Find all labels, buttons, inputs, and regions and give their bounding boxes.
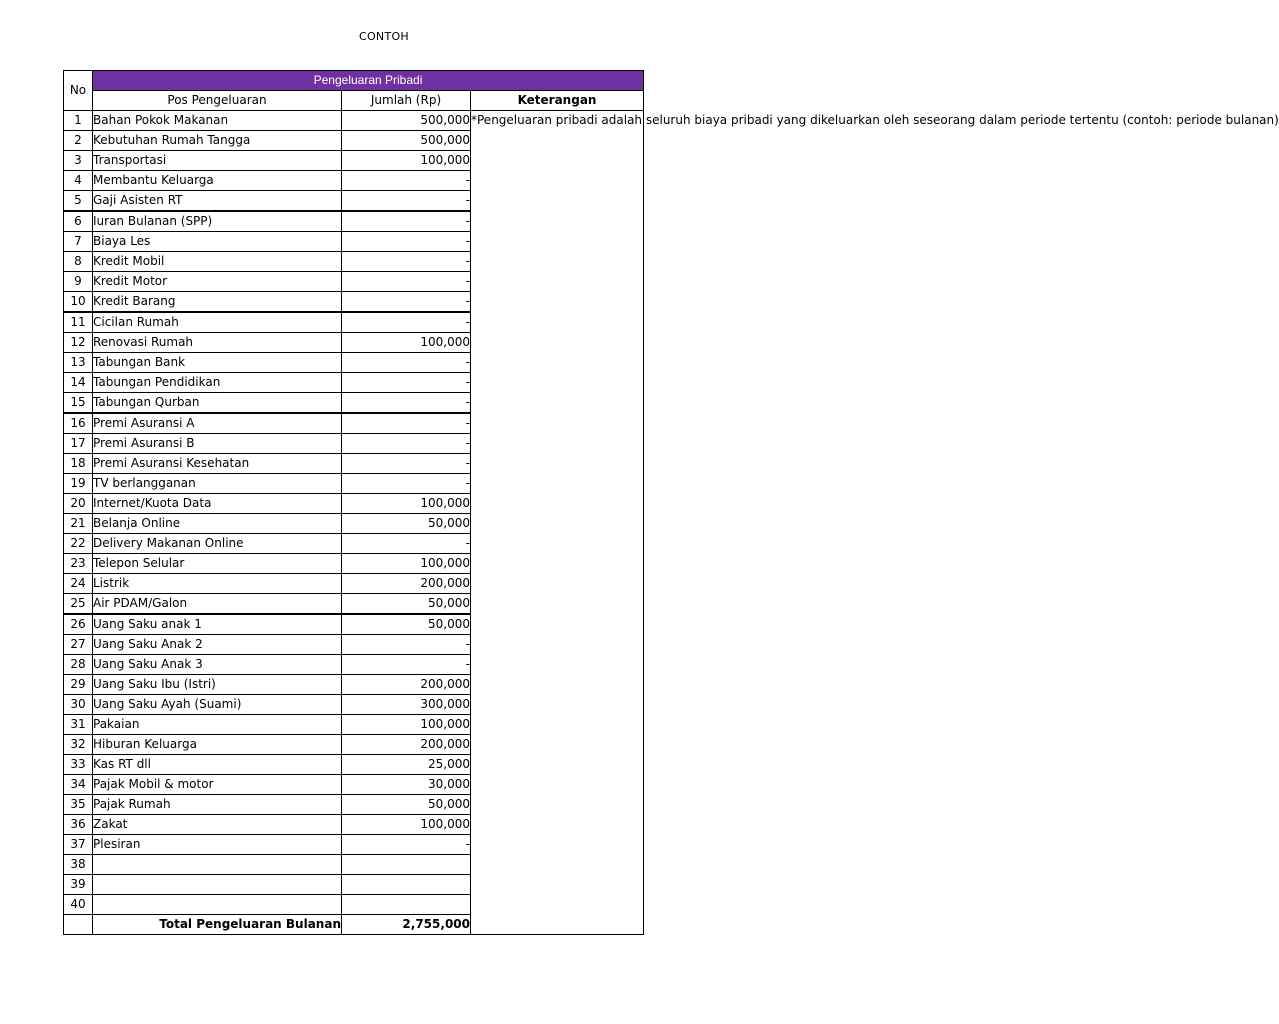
row-number: 35 (64, 795, 93, 815)
expense-amount: 30,000 (342, 775, 471, 795)
row-number: 7 (64, 232, 93, 252)
expense-amount: - (342, 252, 471, 272)
row-number: 4 (64, 171, 93, 191)
expense-item-name: Kebutuhan Rumah Tangga (93, 131, 342, 151)
expense-amount: - (342, 534, 471, 554)
row-number: 28 (64, 655, 93, 675)
row-number: 19 (64, 474, 93, 494)
expense-amount: 300,000 (342, 695, 471, 715)
expense-item-name: Membantu Keluarga (93, 171, 342, 191)
expense-item-name: Pakaian (93, 715, 342, 735)
row-number: 6 (64, 211, 93, 232)
header-pos-pengeluaran: Pos Pengeluaran (93, 91, 342, 111)
row-number: 8 (64, 252, 93, 272)
expense-item-name: Uang Saku Ayah (Suami) (93, 695, 342, 715)
expense-item-name (93, 855, 342, 875)
row-number: 36 (64, 815, 93, 835)
row-number: 39 (64, 875, 93, 895)
expense-amount: - (342, 211, 471, 232)
expense-item-name: Air PDAM/Galon (93, 594, 342, 615)
expense-item-name: Kas RT dll (93, 755, 342, 775)
row-number: 24 (64, 574, 93, 594)
expense-amount: - (342, 393, 471, 414)
expense-item-name: Tabungan Bank (93, 353, 342, 373)
expense-table (63, 70, 1279, 935)
expense-amount: 100,000 (342, 554, 471, 574)
header-no: No (64, 71, 93, 111)
document-label: CONTOH (358, 30, 410, 43)
row-number: 1 (64, 111, 93, 131)
row-number: 11 (64, 312, 93, 333)
row-number: 10 (64, 292, 93, 313)
row-number: 27 (64, 635, 93, 655)
expense-item-name: Kredit Motor (93, 272, 342, 292)
expense-item-name: Zakat (93, 815, 342, 835)
row-number: 32 (64, 735, 93, 755)
expense-amount: 200,000 (342, 574, 471, 594)
expense-amount: - (342, 434, 471, 454)
expense-amount: - (342, 312, 471, 333)
row-number: 18 (64, 454, 93, 474)
expense-amount: 100,000 (342, 715, 471, 735)
total-amount: 2,755,000 (342, 915, 471, 935)
row-number: 5 (64, 191, 93, 212)
expense-item-name: Listrik (93, 574, 342, 594)
expense-amount: - (342, 191, 471, 212)
expense-item-name: Uang Saku Anak 3 (93, 655, 342, 675)
expense-amount: - (342, 454, 471, 474)
expense-item-name: Uang Saku Anak 2 (93, 635, 342, 655)
expense-item-name: TV berlangganan (93, 474, 342, 494)
table-title: Pengeluaran Pribadi (93, 71, 644, 91)
row-number: 30 (64, 695, 93, 715)
expense-amount: - (342, 655, 471, 675)
row-number: 23 (64, 554, 93, 574)
expense-item-name: Uang Saku anak 1 (93, 614, 342, 635)
expense-amount: - (342, 635, 471, 655)
row-number: 12 (64, 333, 93, 353)
row-number: 21 (64, 514, 93, 534)
expense-item-name: Delivery Makanan Online (93, 534, 342, 554)
expense-item-name: Hiburan Keluarga (93, 735, 342, 755)
expense-amount: 500,000 (342, 111, 471, 131)
expense-amount: - (342, 474, 471, 494)
expense-item-name: Belanja Online (93, 514, 342, 534)
expense-item-name: Kredit Mobil (93, 252, 342, 272)
row-number: 29 (64, 675, 93, 695)
expense-item-name: Tabungan Pendidikan (93, 373, 342, 393)
header-row (64, 91, 644, 111)
expense-amount (342, 895, 471, 915)
expense-item-name: Iuran Bulanan (SPP) (93, 211, 342, 232)
expense-amount: 100,000 (342, 151, 471, 171)
row-number: 9 (64, 272, 93, 292)
row-number: 20 (64, 494, 93, 514)
expense-item-name: Premi Asuransi A (93, 413, 342, 434)
row-number: 16 (64, 413, 93, 434)
expense-item-name: Kredit Barang (93, 292, 342, 313)
expense-amount: - (342, 292, 471, 313)
row-number: 31 (64, 715, 93, 735)
expense-item-name (93, 895, 342, 915)
header-jumlah: Jumlah (Rp) (342, 91, 471, 111)
expense-item-name: Biaya Les (93, 232, 342, 252)
expense-item-name: Transportasi (93, 151, 342, 171)
expense-amount: 50,000 (342, 594, 471, 615)
expense-amount: 200,000 (342, 735, 471, 755)
expense-amount: 100,000 (342, 815, 471, 835)
expense-item-name: Pajak Mobil & motor (93, 775, 342, 795)
row-number: 15 (64, 393, 93, 414)
expense-amount: - (342, 353, 471, 373)
expense-amount: 50,000 (342, 795, 471, 815)
header-keterangan: Keterangan (471, 91, 644, 111)
expense-amount: 50,000 (342, 614, 471, 635)
expense-amount: - (342, 835, 471, 855)
expense-amount: 50,000 (342, 514, 471, 534)
total-label: Total Pengeluaran Bulanan (93, 915, 342, 935)
row-number: 3 (64, 151, 93, 171)
expense-item-name: Premi Asuransi B (93, 434, 342, 454)
row-number: 13 (64, 353, 93, 373)
row-number: 37 (64, 835, 93, 855)
expense-amount: 100,000 (342, 333, 471, 353)
expense-amount (342, 875, 471, 895)
row-number: 2 (64, 131, 93, 151)
row-number: 22 (64, 534, 93, 554)
total-blank-cell (64, 915, 93, 935)
expense-item-name: Bahan Pokok Makanan (93, 111, 342, 131)
expense-item-name: Cicilan Rumah (93, 312, 342, 333)
expense-item-name: Tabungan Qurban (93, 393, 342, 414)
expense-amount: 25,000 (342, 755, 471, 775)
expense-item-name: Renovasi Rumah (93, 333, 342, 353)
expense-amount: 500,000 (342, 131, 471, 151)
expense-amount: - (342, 171, 471, 191)
expense-item-name: Premi Asuransi Kesehatan (93, 454, 342, 474)
expense-amount: 100,000 (342, 494, 471, 514)
expense-amount: - (342, 232, 471, 252)
row-number: 26 (64, 614, 93, 635)
expense-item-name: Gaji Asisten RT (93, 191, 342, 212)
row-number: 25 (64, 594, 93, 615)
expense-amount: - (342, 413, 471, 434)
expense-item-name: Plesiran (93, 835, 342, 855)
title-row (64, 71, 644, 91)
expense-item-name: Telepon Selular (93, 554, 342, 574)
expense-amount: - (342, 373, 471, 393)
expense-item-name (93, 875, 342, 895)
row-number: 14 (64, 373, 93, 393)
table-row (64, 111, 644, 131)
row-number: 33 (64, 755, 93, 775)
row-number: 17 (64, 434, 93, 454)
expense-amount: 200,000 (342, 675, 471, 695)
expense-item-name: Uang Saku Ibu (Istri) (93, 675, 342, 695)
keterangan-note: *Pengeluaran pribadi adalah seluruh biaya pribadi yang dikeluarkan oleh seseorang dalam periode tertentu (contoh: periode bulanan) (471, 111, 644, 935)
expense-item-name: Pajak Rumah (93, 795, 342, 815)
row-number: 34 (64, 775, 93, 795)
expense-amount (342, 855, 471, 875)
expense-item-name: Internet/Kuota Data (93, 494, 342, 514)
row-number: 40 (64, 895, 93, 915)
row-number: 38 (64, 855, 93, 875)
expense-amount: - (342, 272, 471, 292)
